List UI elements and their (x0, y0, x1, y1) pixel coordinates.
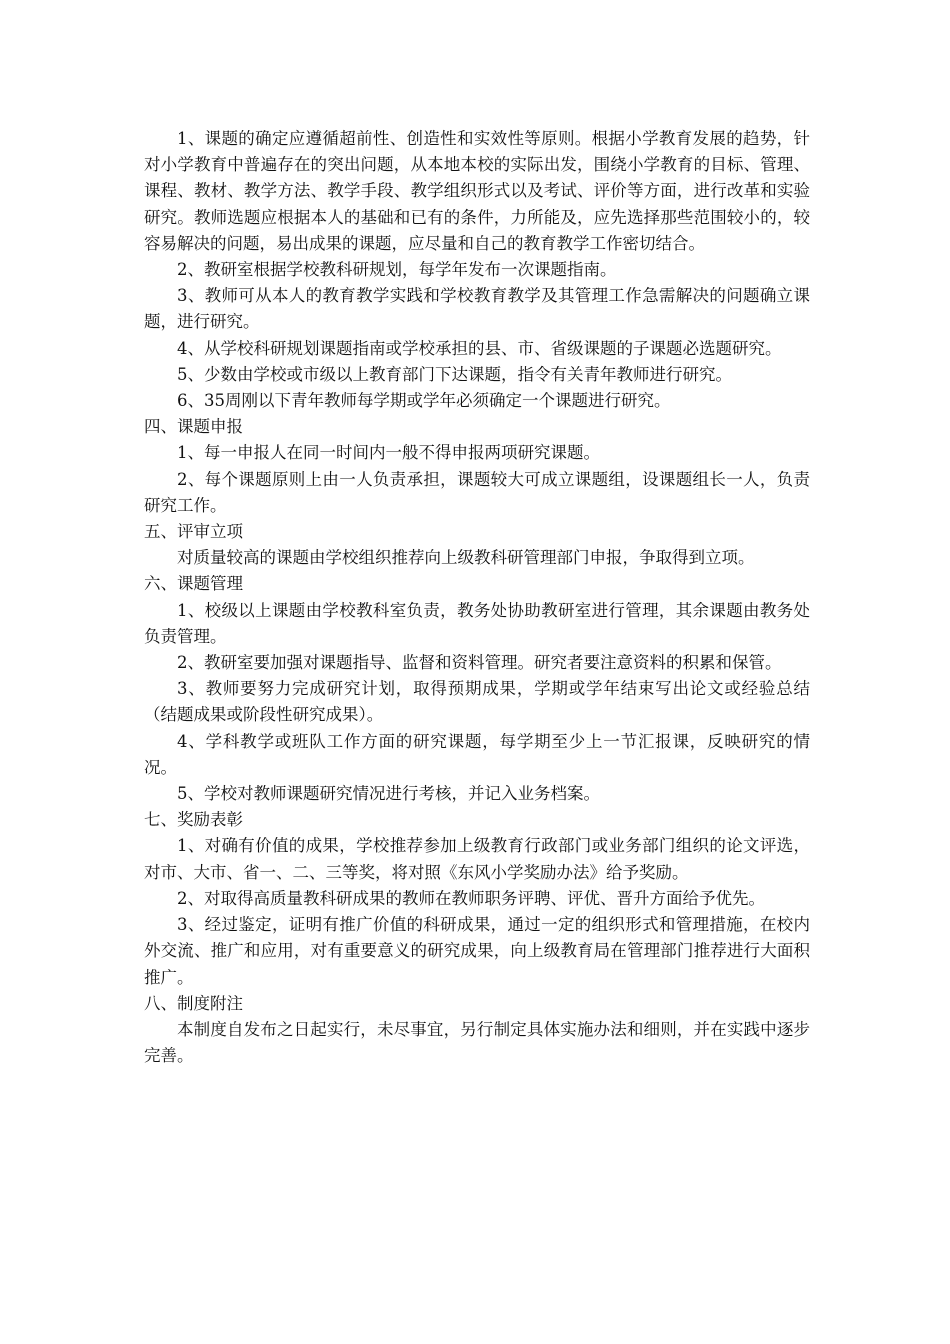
paragraph-management-assessment: 5、学校对教师课题研究情况进行考核，并记入业务档案。 (177, 784, 600, 804)
paragraph-topic-practice: 3、教师可从本人的教育教学实践和学校教育教学及其管理工作急需解决的问题确立课题，进行研究。 (144, 286, 810, 332)
section-heading-rewards: 七、奖励表彰 (144, 810, 243, 830)
paragraph-topic-guide: 2、教研室根据学校教科研规划，每学年发布一次课题指南。 (177, 260, 617, 280)
paragraph-management-plan: 3、教师要努力完成研究计划，取得预期成果，学期或学年结束写出论文或经验总结（结题成果或阶段性研究成果）。 (144, 679, 810, 725)
paragraph-management-report-class: 4、学科教学或班队工作方面的研究课题，每学期至少上一节汇报课，反映研究的情况。 (144, 731, 810, 777)
paragraph-management-guidance: 2、教研室要加强对课题指导、监督和资料管理。研究者要注意资料的积累和保管。 (177, 653, 782, 673)
paragraph-rewards-promotion: 3、经过鉴定，证明有推广价值的科研成果，通过一定的组织形式和管理措施，在校内外交流、推广和应用，对有重要意义的研究成果，向上级教育局在管理部门推荐进行大面积推广。 (144, 915, 810, 987)
section-heading-review: 五、评审立项 (144, 522, 243, 542)
paragraph-topic-assigned: 5、少数由学校或市级以上教育部门下达课题，指令有关青年教师进行研究。 (177, 364, 732, 384)
section-heading-notes: 八、制度附注 (144, 993, 243, 1013)
paragraph-topic-principles: 1、课题的确定应遵循超前性、创造性和实效性等原则。根据小学教育发展的趋势，针对小学教育中普遍存在的突出问题，从本地本校的实际出发，围绕小学教育的目标、管理、课程、教材、教学方法、教学手段、教学组织形式以及考试、评价等方面，进行改革和实验研究。教师选题应根据本人的基础和已有的条件，力所能及，应先选择那些范围较小的，较容易解决的问题，易出成果的课题，应尽量和自己的教育教学工作密切结合。 (144, 129, 810, 253)
paragraph-topic-young-teachers: 6、35周刚以下青年教师每学期或学年必须确定一个课题进行研究。 (177, 391, 671, 411)
paragraph-review: 对质量较高的课题由学校组织推荐向上级教科研管理部门申报，争取得到立项。 (177, 548, 755, 568)
paragraph-notes: 本制度自发布之日起实行，未尽事宜，另行制定具体实施办法和细则，并在实践中逐步完善。 (144, 1019, 810, 1066)
paragraph-topic-subtopics: 4、从学校科研规划课题指南或学校承担的县、市、省级课题的子课题必选题研究。 (177, 338, 782, 358)
paragraph-management-responsibility: 1、校级以上课题由学校教科室负责，教务处协助教研室进行管理，其余课题由教务处负责管理。 (144, 600, 810, 646)
paragraph-application-leader: 2、每个课题原则上由一人负责承担，课题较大可成立课题组，设课题组长一人，负责研究工作。 (144, 469, 810, 515)
paragraph-rewards-priority: 2、对取得高质量教科研成果的教师在教师职务评聘、评优、晋升方面给予优先。 (177, 888, 765, 908)
section-heading-application: 四、课题申报 (144, 417, 243, 437)
paragraph-application-limit: 1、每一申报人在同一时间内一般不得申报两项研究课题。 (177, 443, 600, 463)
section-heading-management: 六、课题管理 (144, 574, 243, 594)
document-body (144, 126, 810, 1069)
paragraph-rewards-selection: 1、对确有价值的成果，学校推荐参加上级教育行政部门或业务部门组织的论文评选，对市、大市、省一、二、三等奖，将对照《东风小学奖励办法》给予奖励。 (144, 836, 810, 882)
